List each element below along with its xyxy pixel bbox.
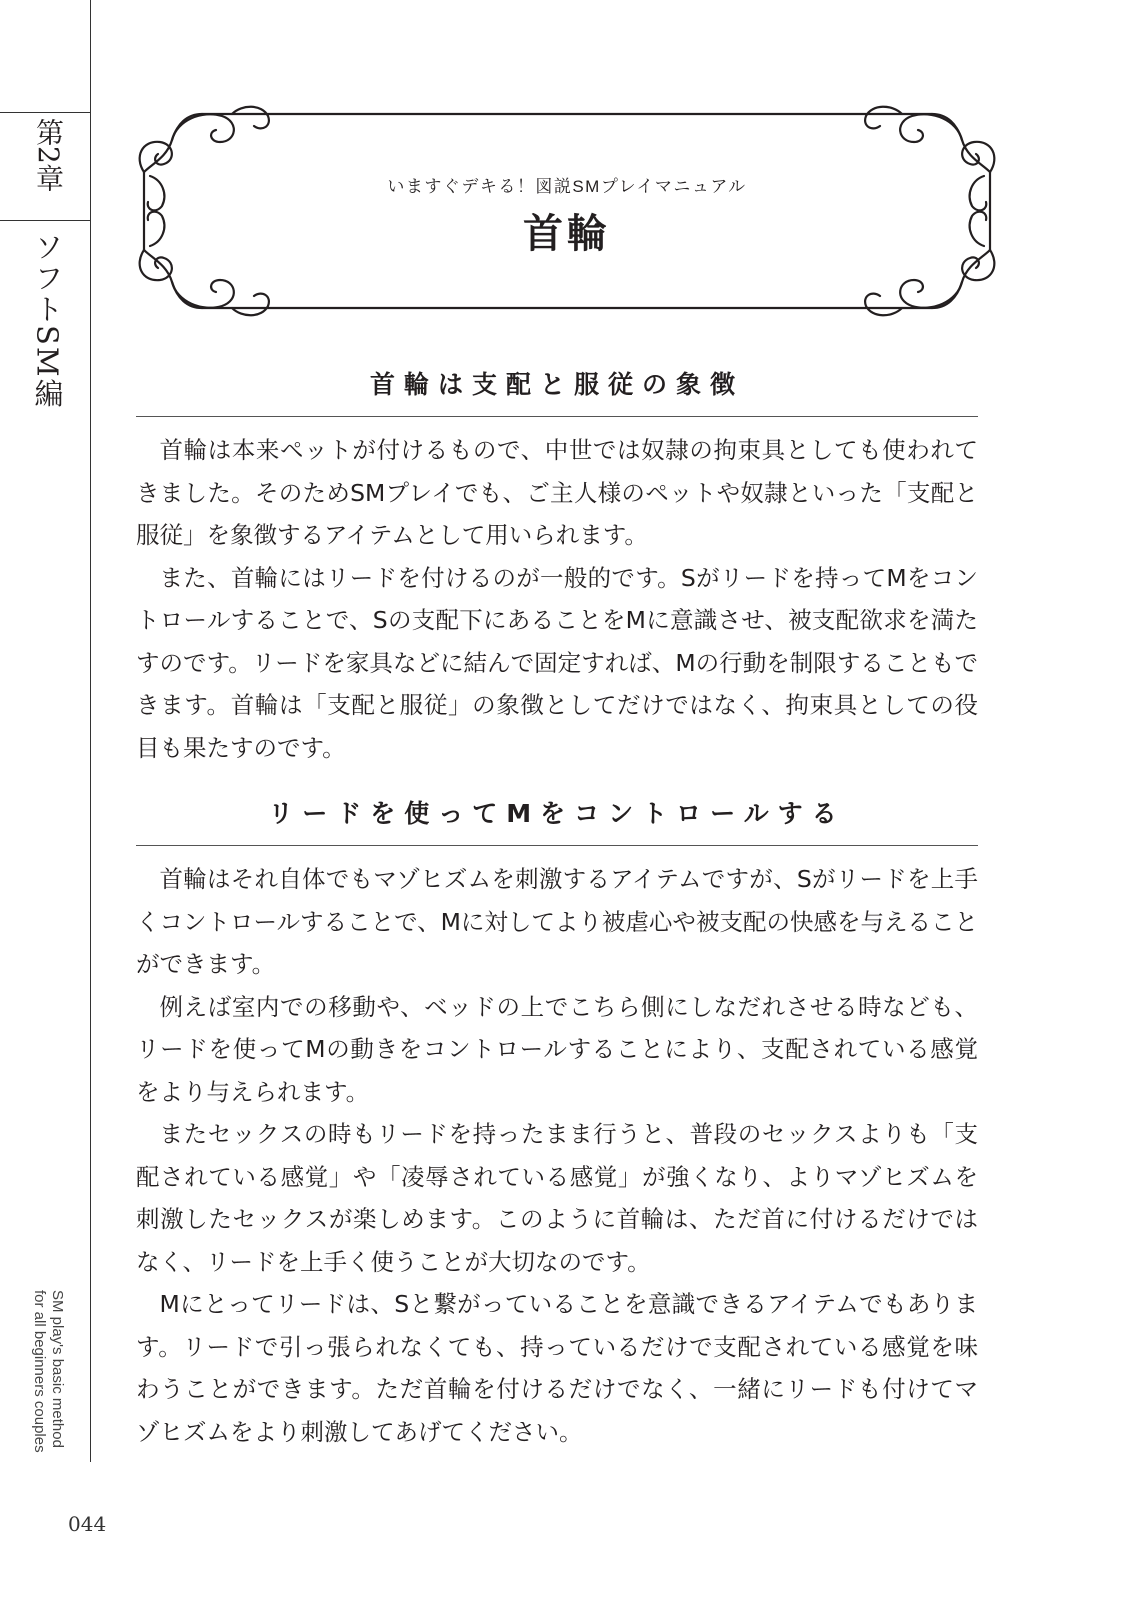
- paragraph: またセックスの時もリードを持ったまま行うと、普段のセックスよりも「支配されている感覚」や「凌辱されている感覚」が強くなり、よりマゾヒズムを刺激したセックスが楽しめます。このように首輪は、ただ首に付けるだけではなく、リードを上手く使うことが大切なのです。: [136, 1120, 978, 1276]
- paragraph: 例えば室内での移動や、ベッドの上でこちら側にしなだれさせる時なども、リードを使ってMの動きをコントロールすることにより、支配されている感覚をより与えられます。: [136, 992, 978, 1106]
- paragraph: また、首輪にはリードを付けるのが一般的です。Sがリードを持ってMをコントロールすることで、Sの支配下にあることをMに意識させ、被支配欲求を満たすのです。リードを家具などに結んで固定すれば、Mの行動を制限することもできます。首輪は「支配と服従」の象徴としてだけではなく、拘束具としての役目も果たすのです。: [136, 563, 978, 762]
- title-frame: [132, 102, 1002, 320]
- section-heading-2: リードを使ってMをコントロールする: [268, 799, 846, 828]
- page-number: 044: [68, 1512, 107, 1536]
- section-heading-1-rule: [136, 416, 978, 417]
- series-english-title: [30, 1290, 66, 1453]
- section-heading-2-rule: [136, 845, 978, 846]
- section-label: ソフトSM編: [30, 232, 65, 410]
- chapter-box-top-rule: [0, 112, 90, 113]
- series-english-line-2: for all beginners couples: [31, 1290, 48, 1453]
- chapter-label: 第2章: [32, 118, 65, 192]
- paragraph: 首輪は本来ペットが付けるもので、中世では奴隷の拘束具としても使われてきました。そのためSMプレイでも、ご主人様のペットや奴隷といった「支配と服従」を象徴するアイテムとして用いられます。: [136, 436, 978, 549]
- series-english-line-1: SM play's basic method: [49, 1290, 66, 1448]
- paragraph: Mにとってリードは、Sと繋がっていることを意識できるアイテムでもあります。リードで引っ張られなくても、持っているだけで支配されている感覚を味わうことができます。ただ首輪を付けるだけでなく、一緒にリードも付けてマゾヒズムをより刺激してあげてください。: [136, 1290, 978, 1446]
- chapter-box-bottom-rule: [0, 220, 90, 221]
- section-heading-1: 首輪は支配と服従の象徴: [369, 370, 744, 399]
- paragraph: 首輪はそれ自体でもマゾヒズムを刺激するアイテムですが、Sがリードを上手くコントロールすることで、Mに対してより被虐心や被支配の快感を与えることができます。: [136, 865, 978, 978]
- sidebar-vertical-rule: [90, 0, 91, 1462]
- article-body: [136, 362, 978, 1453]
- page-title: 首輪: [523, 211, 611, 257]
- book-series-subtitle: いますぐデキる！図説SMプレイマニュアル: [387, 177, 747, 196]
